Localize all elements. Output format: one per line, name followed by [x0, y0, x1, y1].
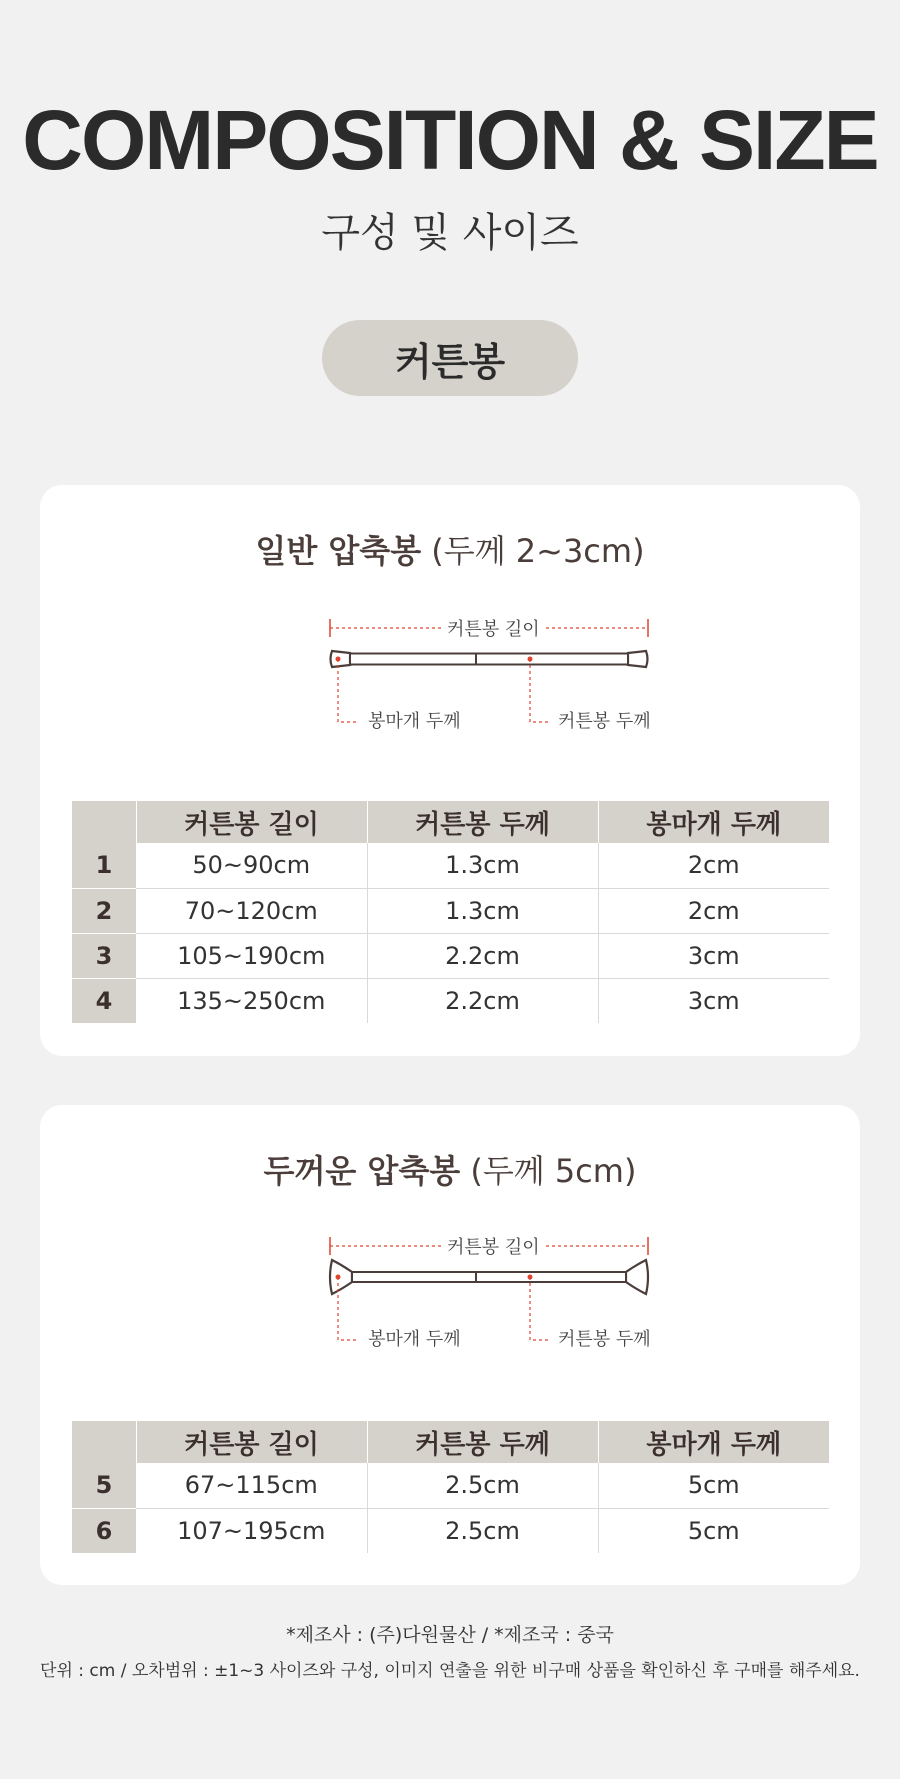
header-rod-length: 커튼봉 길이 [136, 801, 367, 843]
right-cap [626, 1260, 648, 1294]
table-header-row [72, 1421, 829, 1463]
cap-thickness-cell: 5cm [687, 1516, 740, 1545]
header-rod-thickness: 커튼봉 두께 [367, 801, 598, 843]
row-number: 6 [72, 1508, 136, 1553]
category-pill: 커튼봉 [322, 320, 578, 396]
length-label: 커튼봉 길이 [442, 618, 545, 642]
rod-right-tube [476, 1272, 626, 1282]
header-index [72, 801, 136, 843]
cap-thickness-cell: 3cm [687, 986, 740, 1015]
rod-length-cell: 67~115cm [136, 1463, 367, 1508]
rod-length-cell: 50~90cm [136, 843, 367, 888]
row-number: 3 [72, 933, 136, 978]
right-cap [628, 651, 648, 667]
thick-rod-diagram [280, 1233, 660, 1363]
standard-rod-title-thickness: (두께 2~3cm) [431, 532, 645, 570]
rod-thickness-cell: 1.3cm [367, 888, 598, 933]
thick-rod-title [40, 1149, 860, 1193]
standard-rod-title [40, 529, 860, 573]
rod-thickness-cell: 2.2cm [367, 933, 598, 978]
left-cap [330, 1260, 352, 1294]
thick-rod-title-bold: 두꺼운 압축봉 [263, 1152, 461, 1190]
standard-rod-diagram [280, 615, 660, 745]
cap-thickness-cell: 3cm [598, 933, 829, 978]
header-rod-thickness: 커튼봉 두께 [367, 1421, 598, 1463]
thick-rod-card [40, 1105, 860, 1585]
header-index [72, 1421, 136, 1463]
row-number: 4 [72, 978, 136, 1023]
table-row [72, 933, 829, 978]
rod-thickness-cell: 2.5cm [367, 1508, 598, 1553]
length-label: 커튼봉 길이 [442, 1236, 545, 1260]
page-title: COMPOSITION & SIZE [22, 93, 878, 187]
header-cap-thickness: 봉마개 두께 [598, 801, 829, 843]
rod-left-tube [352, 1272, 476, 1282]
manufacturer-info: *제조사 : (주)다원물산 / *제조국 : 중국 [286, 1624, 614, 1646]
thick-rod-size-table [72, 1421, 829, 1553]
standard-rod-size-table [72, 801, 829, 1023]
table-row [72, 1463, 829, 1508]
standard-rod-card [40, 485, 860, 1056]
rod-leader-line [530, 1277, 550, 1340]
rod-leader-line [530, 659, 550, 722]
table-header-row [72, 801, 829, 843]
cap-thickness-label: 봉마개 두께 [368, 711, 461, 732]
cap-thickness-cell: 2cm [598, 843, 829, 888]
thick-rod-title-thickness: (두께 5cm) [470, 1152, 637, 1190]
rod-length-cell: 107~195cm [136, 1508, 367, 1553]
rod-thickness-cell: 1.3cm [367, 843, 598, 888]
cap-thickness-cell: 2cm [598, 888, 829, 933]
row-number: 2 [72, 888, 136, 933]
row-number: 5 [72, 1463, 136, 1508]
header-rod-length: 커튼봉 길이 [136, 1421, 367, 1463]
page-subtitle: 구성 및 사이즈 [321, 210, 579, 256]
table-row [72, 888, 829, 933]
rod-length-cell: 135~250cm [136, 978, 367, 1023]
cap-thickness-cell: 5cm [598, 1463, 829, 1508]
table-row [72, 843, 829, 888]
standard-rod-title-bold: 일반 압축봉 [255, 532, 422, 570]
size-notice: 단위 : cm / 오차범위 : ±1~3 사이즈와 구성, 이미지 연출을 위한 비구매 상품을 확인하신 후 구매를 해주세요. [40, 1661, 860, 1681]
row-number: 1 [72, 843, 136, 888]
rod-thickness-label: 커튼봉 두께 [558, 1329, 651, 1350]
rod-thickness-cell: 2.2cm [367, 978, 598, 1023]
rod-length-cell: 70~120cm [136, 888, 367, 933]
rod-left-tube [350, 654, 476, 665]
cap-thickness-label: 봉마개 두께 [368, 1329, 461, 1350]
table-row [72, 978, 829, 1023]
rod-thickness-cell: 2.5cm [367, 1463, 598, 1508]
rod-right-tube [476, 654, 628, 665]
cap-leader-line [338, 659, 358, 722]
header-cap-thickness: 봉마개 두께 [598, 1421, 829, 1463]
table-row [72, 1508, 829, 1553]
rod-length-cell: 105~190cm [136, 933, 367, 978]
rod-thickness-label: 커튼봉 두께 [558, 711, 651, 732]
